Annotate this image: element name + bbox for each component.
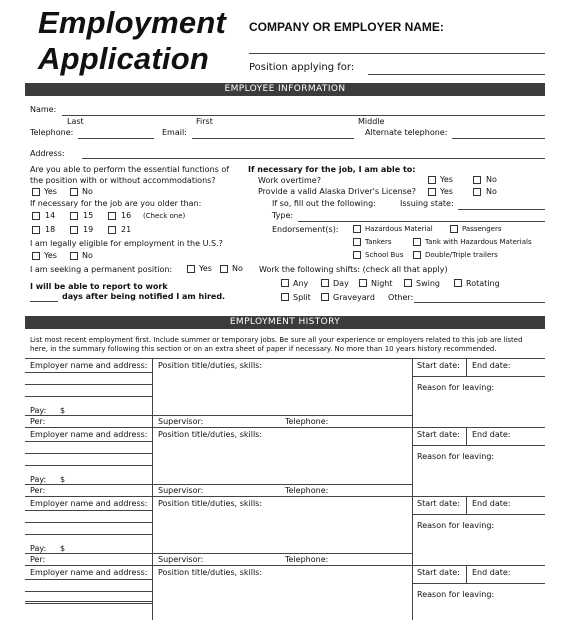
shift-swing-checkbox[interactable] [404,279,412,287]
seeking-yes-label: Yes [199,264,212,273]
report-days-field[interactable] [30,301,58,302]
age-16-checkbox[interactable] [108,212,116,220]
passengers-checkbox[interactable] [450,225,458,233]
telephone-history-label: Telephone: [285,417,329,426]
telephone-history-label: Telephone: [285,555,329,564]
age-14-label: 14 [45,211,56,220]
hazmat-label: Hazardous Material [365,225,433,233]
employer-address-label: Employer name and address: [30,568,148,577]
employer-address-line[interactable] [25,603,152,604]
shift-swing-label: Swing [416,279,440,288]
supervisor-label: Supervisor: [158,417,204,426]
per-label: Per: [30,486,46,495]
history-intro-line2: here, in the summary following this section or on an extra sheet of paper if necessary. No more than 10 years history recommended. [30,345,497,353]
end-date-label: End date: [472,361,511,370]
pay-field[interactable] [25,415,412,416]
employer-address-line[interactable] [25,465,152,466]
shift-other-label: Other: [388,293,414,302]
history-divider-employer [152,427,153,496]
position-duties-label: Position title/duties, skills: [158,568,263,577]
telephone-history-label: Telephone: [285,486,329,495]
shift-rotating-checkbox[interactable] [454,279,462,287]
issuing-state-field[interactable] [458,209,545,210]
tankers-label: Tankers [365,238,392,246]
essential-yes-label: Yes [44,187,57,196]
shift-night-checkbox[interactable] [359,279,367,287]
employee-info-bar: EMPLOYEE INFORMATION [25,83,545,96]
employer-address-line[interactable] [25,372,152,373]
school-bus-checkbox[interactable] [353,251,361,259]
pay-label: Pay: [30,544,47,553]
middle-label: Middle [358,117,385,126]
alt-telephone-field[interactable] [452,138,545,139]
endorsements-label: Endorsement(s): [272,225,339,234]
shift-split-label: Split [293,293,311,302]
older-question: If necessary for the job are you older than: [30,199,202,208]
shift-any-label: Any [293,279,309,288]
age-19-checkbox[interactable] [70,226,78,234]
pay-dollar: $ [60,475,66,484]
name-field[interactable] [62,115,545,116]
history-block-top-rule [25,565,545,566]
start-date-label: Start date: [417,499,460,508]
essential-question-line2: the position with or without accommodations? [30,176,216,185]
age-19-label: 19 [83,225,94,234]
history-block-top-rule [25,427,545,428]
supervisor-label: Supervisor: [158,555,204,564]
page-title-line1: Employment [38,5,227,40]
end-date-label: End date: [472,568,511,577]
license-yes-label: Yes [440,187,453,196]
shift-graveyard-checkbox[interactable] [321,293,329,301]
employer-address-line[interactable] [25,534,152,535]
license-no-checkbox[interactable] [473,188,481,196]
history-divider-end-date [466,496,467,514]
name-label: Name: [30,105,57,114]
pay-field[interactable] [25,553,412,554]
last-label: Last [67,117,84,126]
seeking-no-label: No [232,264,243,273]
per-label: Per: [30,417,46,426]
employer-address-label: Employer name and address: [30,430,148,439]
license-yes-checkbox[interactable] [428,188,436,196]
job-able-heading: If necessary for the job, I am able to: [248,165,416,174]
tank-hazmat-label: Tank with Hazardous Materials [425,238,532,246]
type-label: Type: [272,211,294,220]
age-18-label: 18 [45,225,56,234]
history-divider-employer [152,565,153,620]
age-16-label: 16 [121,211,132,220]
employer-address-line[interactable] [25,522,152,523]
employer-address-label: Employer name and address: [30,499,148,508]
history-divider-end-date [466,427,467,445]
double-triple-label: Double/Triple trailers [425,251,498,259]
overtime-yes-checkbox[interactable] [428,176,436,184]
report-line1: I will be able to report to work [30,282,168,291]
telephone-label: Telephone: [30,128,74,137]
essential-question-line1: Are you able to perform the essential functions of [30,165,230,174]
overtime-no-label: No [486,175,497,184]
history-divider-dates [412,496,413,565]
employer-address-line[interactable] [25,384,152,385]
supervisor-label: Supervisor: [158,486,204,495]
shift-rotating-label: Rotating [466,279,500,288]
age-14-checkbox[interactable] [32,212,40,220]
seeking-yes-checkbox[interactable] [187,265,195,273]
pay-field[interactable] [25,484,412,485]
legal-yes-checkbox[interactable] [32,252,40,260]
reason-leaving-label: Reason for leaving: [417,590,495,599]
license-label: Provide a valid Alaska Driver's License? [258,187,416,196]
history-intro-line1: List most recent employment first. Include summer or temporary jobs. Be sure all your experience or employers related to this job are listed [30,336,523,344]
age-21-checkbox[interactable] [108,226,116,234]
history-divider-dates [412,427,413,496]
type-field[interactable] [298,221,545,222]
overtime-no-checkbox[interactable] [473,176,481,184]
issuing-state-label: Issuing state: [400,199,454,208]
age-18-checkbox[interactable] [32,226,40,234]
shift-night-label: Night [371,279,393,288]
email-label: Email: [162,128,187,137]
passengers-label: Passengers [462,225,502,233]
essential-no-checkbox[interactable] [70,188,78,196]
age-21-label: 21 [121,225,132,234]
age-15-checkbox[interactable] [70,212,78,220]
employer-address-label: Employer name and address: [30,361,148,370]
tankers-checkbox[interactable] [353,238,361,246]
legal-question: I am legally eligible for employment in the U.S.? [30,239,223,248]
history-dates-rule [412,514,545,515]
history-divider-dates [412,358,413,427]
employer-address-line[interactable] [25,441,152,442]
history-divider-end-date [466,358,467,376]
history-dates-rule [412,376,545,377]
hazmat-checkbox[interactable] [353,225,361,233]
pay-dollar: $ [60,544,66,553]
history-divider-employer [152,496,153,565]
position-label: Position applying for: [249,62,355,73]
shift-other-field[interactable] [414,302,545,303]
shift-graveyard-label: Graveyard [333,293,375,302]
tank-hazmat-checkbox[interactable] [413,238,421,246]
employer-address-line[interactable] [25,453,152,454]
history-block-top-rule [25,496,545,497]
shift-any-checkbox[interactable] [281,279,289,287]
end-date-label: End date: [472,499,511,508]
end-date-label: End date: [472,430,511,439]
telephone-field[interactable] [78,138,154,139]
position-field[interactable] [368,74,545,75]
employment-history-bar: EMPLOYMENT HISTORY [25,316,545,329]
overtime-yes-label: Yes [440,175,453,184]
employer-address-line[interactable] [25,591,152,592]
company-name-label: COMPANY OR EMPLOYER NAME: [249,20,444,34]
employer-address-line[interactable] [25,510,152,511]
seeking-no-checkbox[interactable] [220,265,228,273]
history-block-top-rule [25,601,152,602]
email-field[interactable] [192,138,354,139]
first-label: First [196,117,213,126]
double-triple-checkbox[interactable] [413,251,421,259]
check-one-label: (Check one) [143,212,186,220]
address-field[interactable] [82,158,545,159]
page-title-line2: Application [38,41,209,76]
employer-address-line[interactable] [25,396,152,397]
history-block-top-rule [25,358,545,359]
legal-no-label: No [82,251,93,260]
start-date-label: Start date: [417,568,460,577]
age-15-label: 15 [83,211,94,220]
start-date-label: Start date: [417,430,460,439]
shifts-label: Work the following shifts: (check all that apply) [259,265,448,274]
shift-day-checkbox[interactable] [321,279,329,287]
pay-dollar: $ [60,406,66,415]
employer-address-line[interactable] [25,579,152,580]
position-duties-label: Position title/duties, skills: [158,430,263,439]
per-label: Per: [30,555,46,564]
history-dates-rule [412,445,545,446]
reason-leaving-label: Reason for leaving: [417,383,495,392]
school-bus-label: School Bus [365,251,404,259]
pay-label: Pay: [30,406,47,415]
pay-label: Pay: [30,475,47,484]
history-divider-end-date [466,565,467,583]
overtime-label: Work overtime? [258,176,321,185]
address-label: Address: [30,149,65,158]
essential-yes-checkbox[interactable] [32,188,40,196]
history-divider-dates [412,565,413,620]
position-duties-label: Position title/duties, skills: [158,361,263,370]
shift-day-label: Day [333,279,349,288]
alt-telephone-label: Alternate telephone: [365,128,448,137]
shift-split-checkbox[interactable] [281,293,289,301]
company-name-field[interactable] [249,53,545,54]
history-divider-employer [152,358,153,427]
reason-leaving-label: Reason for leaving: [417,452,495,461]
reason-leaving-label: Reason for leaving: [417,521,495,530]
report-line2: days after being notified I am hired. [62,292,226,301]
position-duties-label: Position title/duties, skills: [158,499,263,508]
history-dates-rule [412,583,545,584]
license-no-label: No [486,187,497,196]
start-date-label: Start date: [417,361,460,370]
essential-no-label: No [82,187,93,196]
seeking-question: I am seeking a permanent position: [30,265,173,274]
legal-yes-label: Yes [44,251,57,260]
legal-no-checkbox[interactable] [70,252,78,260]
if-so-label: If so, fill out the following: [272,199,376,208]
